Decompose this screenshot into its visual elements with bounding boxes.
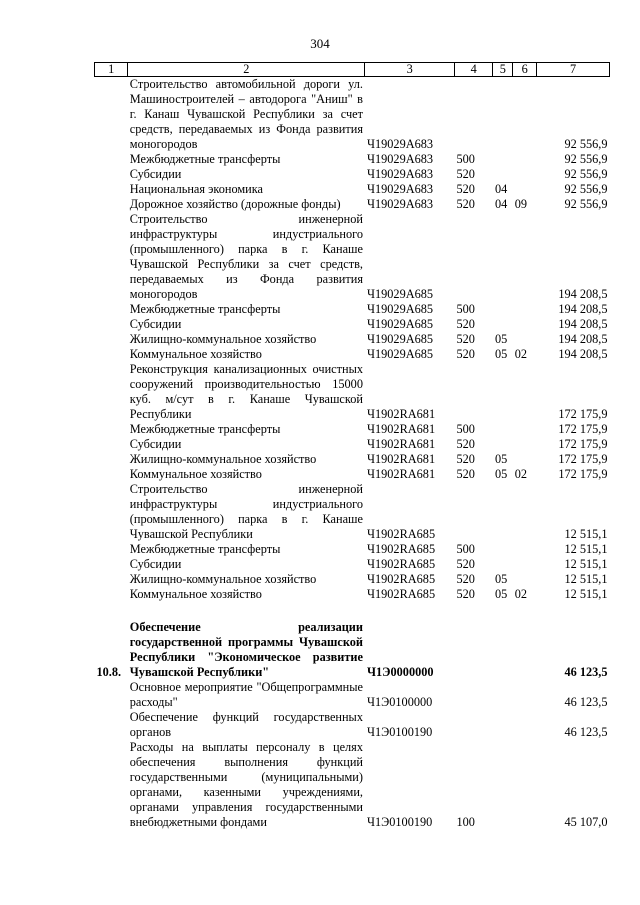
subsection-code xyxy=(513,302,537,317)
column-header: 2 xyxy=(128,63,365,77)
target-code: Ч1Э0000000 xyxy=(366,665,434,679)
section-code: 04 xyxy=(494,197,508,211)
table-row xyxy=(95,557,610,572)
spacer-row xyxy=(95,602,610,620)
table-row xyxy=(95,332,610,347)
subsection-code xyxy=(513,422,537,437)
amount: 92 556,9 xyxy=(564,182,608,196)
section-number xyxy=(95,467,128,482)
section-number xyxy=(95,437,128,452)
amount: 194 208,5 xyxy=(558,287,608,301)
expense-type: 100 xyxy=(456,815,475,829)
section-code xyxy=(493,680,513,710)
row-name: Межбюджетные трансферты xyxy=(129,152,281,166)
subsection-code xyxy=(513,452,537,467)
row-name: Расходы на выплаты персоналу в целях обеспечения выполнения функций государственными (муниципальными) органами, казенными учреждениями, органами управления государственными внебюджетными фондами xyxy=(129,740,363,829)
row-name: Жилищно-коммунальное хозяйство xyxy=(129,332,317,346)
section-number xyxy=(95,152,128,167)
section-code xyxy=(493,482,513,542)
row-name: Обеспечение реализации государственной программы Чувашской Республики "Экономическое развитие Чувашской Республики" xyxy=(129,620,363,679)
amount: 12 515,1 xyxy=(564,542,608,556)
amount: 46 123,5 xyxy=(564,725,608,739)
target-code: Ч19029А685 xyxy=(366,332,434,346)
amount: 172 175,9 xyxy=(558,422,608,436)
amount: 92 556,9 xyxy=(564,197,608,211)
row-name: Национальная экономика xyxy=(129,182,263,196)
section-number xyxy=(95,182,128,197)
amount: 172 175,9 xyxy=(558,467,608,481)
subsection-code: 02 xyxy=(514,467,527,481)
row-name: Строительство инженерной инфраструктуры индустриального (промышленного) парка в г. Канаше Чувашской Республики xyxy=(129,482,363,541)
subsection-code xyxy=(513,620,537,680)
section-code xyxy=(493,422,513,437)
section-number xyxy=(95,362,128,422)
target-code: Ч1902RA685 xyxy=(366,557,436,571)
target-code: Ч19029А685 xyxy=(366,287,434,301)
expense-type: 520 xyxy=(456,587,475,601)
target-code: Ч1902RA681 xyxy=(366,437,436,451)
expense-type xyxy=(454,362,492,422)
subsection-code: 02 xyxy=(514,347,527,361)
table-row xyxy=(95,680,610,710)
row-name: Реконструкция канализационных очистных сооружений производительностью 15000 куб. м/сут в г. Канаше Чувашской Республики xyxy=(129,362,363,421)
table-row xyxy=(95,710,610,740)
amount: 46 123,5 xyxy=(564,665,608,679)
amount: 194 208,5 xyxy=(558,347,608,361)
row-name: Основное мероприятие "Общепрограммные расходы" xyxy=(129,680,363,709)
amount: 194 208,5 xyxy=(558,317,608,331)
table-row xyxy=(95,182,610,197)
row-name: Дорожное хозяйство (дорожные фонды) xyxy=(129,197,341,211)
subsection-code xyxy=(513,557,537,572)
row-name: Межбюджетные трансферты xyxy=(129,302,281,316)
section-number xyxy=(95,740,128,830)
table-row xyxy=(95,347,610,362)
target-code: Ч19029А685 xyxy=(366,302,434,316)
table-row xyxy=(95,542,610,557)
subsection-code xyxy=(513,332,537,347)
expense-type: 520 xyxy=(456,197,475,211)
expense-type: 520 xyxy=(456,317,475,331)
section-number xyxy=(95,347,128,362)
section-number xyxy=(95,452,128,467)
section-code xyxy=(493,437,513,452)
table-row xyxy=(95,437,610,452)
row-name: Субсидии xyxy=(129,317,182,331)
expense-type: 520 xyxy=(456,437,475,451)
section-code xyxy=(493,557,513,572)
target-code: Ч19029А685 xyxy=(366,317,434,331)
expense-type: 520 xyxy=(456,332,475,346)
section-code xyxy=(493,740,513,830)
target-code: Ч19029А683 xyxy=(366,182,434,196)
section-number xyxy=(95,422,128,437)
target-code: Ч1Э0100190 xyxy=(366,815,433,829)
subsection-code xyxy=(513,437,537,452)
target-code: Ч19029А683 xyxy=(366,137,434,151)
section-number xyxy=(95,542,128,557)
section-number xyxy=(95,572,128,587)
section-number: 10.8. xyxy=(96,665,122,679)
table-row xyxy=(95,212,610,302)
subsection-code xyxy=(513,77,537,153)
expense-type: 520 xyxy=(456,557,475,571)
expense-type: 520 xyxy=(456,347,475,361)
expense-type: 520 xyxy=(456,182,475,196)
row-name: Коммунальное хозяйство xyxy=(129,467,262,481)
row-name: Обеспечение функций государственных органов xyxy=(129,710,363,739)
expense-type: 520 xyxy=(456,467,475,481)
subsection-code xyxy=(513,710,537,740)
row-name: Субсидии xyxy=(129,437,182,451)
row-name: Жилищно-коммунальное хозяйство xyxy=(129,572,317,586)
table-row xyxy=(95,572,610,587)
table-row xyxy=(95,482,610,542)
amount: 12 515,1 xyxy=(564,557,608,571)
table-row xyxy=(95,77,610,153)
expense-type xyxy=(454,710,492,740)
column-header: 5 xyxy=(493,63,513,77)
section-code xyxy=(493,167,513,182)
subsection-code xyxy=(513,182,537,197)
subsection-code xyxy=(513,152,537,167)
section-code xyxy=(493,542,513,557)
amount: 172 175,9 xyxy=(558,452,608,466)
expense-type xyxy=(454,482,492,542)
subsection-code xyxy=(513,680,537,710)
section-code xyxy=(493,152,513,167)
section-code: 05 xyxy=(494,332,508,346)
section-number xyxy=(95,587,128,602)
program-row xyxy=(95,620,610,680)
page-number: 304 xyxy=(310,36,330,51)
section-code xyxy=(493,710,513,740)
expense-type xyxy=(454,680,492,710)
target-code: Ч1902RA685 xyxy=(366,527,436,541)
table-row xyxy=(95,422,610,437)
target-code: Ч1902RA681 xyxy=(366,452,436,466)
expense-type xyxy=(454,77,492,153)
row-name: Субсидии xyxy=(129,167,182,181)
section-code: 05 xyxy=(494,572,508,586)
expense-type xyxy=(454,620,492,680)
section-code: 05 xyxy=(494,347,508,361)
target-code: Ч1902RA685 xyxy=(366,572,436,586)
table-row xyxy=(95,740,610,830)
row-name: Коммунальное хозяйство xyxy=(129,347,262,361)
target-code: Ч19029А685 xyxy=(366,347,434,361)
table-row xyxy=(95,167,610,182)
subsection-code xyxy=(513,740,537,830)
amount: 92 556,9 xyxy=(564,137,608,151)
amount: 92 556,9 xyxy=(564,152,608,166)
column-header: 6 xyxy=(513,63,537,77)
amount: 12 515,1 xyxy=(564,527,608,541)
subsection-code xyxy=(513,212,537,302)
target-code: Ч1902RA681 xyxy=(366,407,436,421)
amount: 172 175,9 xyxy=(558,437,608,451)
section-code xyxy=(493,302,513,317)
target-code: Ч1902RA681 xyxy=(366,467,436,481)
target-code: Ч19029А683 xyxy=(366,167,434,181)
target-code: Ч1902RA685 xyxy=(366,542,436,556)
table-row xyxy=(95,452,610,467)
section-number xyxy=(95,482,128,542)
row-name: Строительство инженерной инфраструктуры индустриального (промышленного) парка в г. Канаше Чувашской Республики за счет средств, передаваемых из Фонда развития моногородов xyxy=(129,212,363,301)
expense-type: 500 xyxy=(456,422,475,436)
section-code xyxy=(493,212,513,302)
section-number xyxy=(95,332,128,347)
target-code: Ч19029А683 xyxy=(366,152,434,166)
section-code: 05 xyxy=(494,452,508,466)
subsection-code: 02 xyxy=(514,587,527,601)
section-code: 05 xyxy=(494,587,508,601)
table-row xyxy=(95,362,610,422)
column-header: 4 xyxy=(454,63,492,77)
table-row xyxy=(95,467,610,482)
expense-type: 520 xyxy=(456,572,475,586)
row-name: Жилищно-коммунальное хозяйство xyxy=(129,452,317,466)
subsection-code: 09 xyxy=(514,197,527,211)
subsection-code xyxy=(513,362,537,422)
section-number xyxy=(95,710,128,740)
row-name: Межбюджетные трансферты xyxy=(129,542,281,556)
section-number xyxy=(95,197,128,212)
subsection-code xyxy=(513,482,537,542)
amount: 194 208,5 xyxy=(558,302,608,316)
spacer-cell xyxy=(95,602,610,620)
amount: 45 107,0 xyxy=(564,815,608,829)
target-code: Ч1902RA681 xyxy=(366,422,436,436)
amount: 12 515,1 xyxy=(564,572,608,586)
amount: 46 123,5 xyxy=(564,695,608,709)
section-number xyxy=(95,77,128,153)
expense-type: 520 xyxy=(456,452,475,466)
budget-table xyxy=(94,62,610,830)
expense-type: 520 xyxy=(456,167,475,181)
section-code: 05 xyxy=(494,467,508,481)
row-name: Межбюджетные трансферты xyxy=(129,422,281,436)
column-header: 7 xyxy=(537,63,610,77)
subsection-code xyxy=(513,542,537,557)
table-row xyxy=(95,197,610,212)
target-code: Ч1Э0100000 xyxy=(366,695,433,709)
column-header: 1 xyxy=(95,63,128,77)
expense-type xyxy=(454,212,492,302)
row-name: Коммунальное хозяйство xyxy=(129,587,262,601)
column-header: 3 xyxy=(365,63,454,77)
section-number xyxy=(95,557,128,572)
expense-type: 500 xyxy=(456,542,475,556)
subsection-code xyxy=(513,167,537,182)
section-number xyxy=(95,212,128,302)
section-code: 04 xyxy=(494,182,508,196)
row-name: Строительство автомобильной дороги ул. Машиностроителей – автодорога "Аниш" в г. Канаш Чувашской Республики за счет средств, передаваемых из Фонда развития моногородов xyxy=(129,77,363,151)
subsection-code xyxy=(513,572,537,587)
row-name: Субсидии xyxy=(129,557,182,571)
section-code xyxy=(493,317,513,332)
expense-type: 500 xyxy=(456,302,475,316)
target-code: Ч19029А683 xyxy=(366,197,434,211)
expense-type: 500 xyxy=(456,152,475,166)
target-code: Ч1902RA685 xyxy=(366,587,436,601)
table-row xyxy=(95,587,610,602)
table-row xyxy=(95,317,610,332)
section-code xyxy=(493,362,513,422)
target-code: Ч1Э0100190 xyxy=(366,725,433,739)
amount: 172 175,9 xyxy=(558,407,608,421)
section-number xyxy=(95,317,128,332)
section-number xyxy=(95,680,128,710)
section-code xyxy=(493,77,513,153)
section-number xyxy=(95,167,128,182)
amount: 12 515,1 xyxy=(564,587,608,601)
subsection-code xyxy=(513,317,537,332)
section-code xyxy=(493,620,513,680)
amount: 92 556,9 xyxy=(564,167,608,181)
section-number xyxy=(95,302,128,317)
table-row xyxy=(95,302,610,317)
table-row xyxy=(95,152,610,167)
column-header-row xyxy=(95,63,610,77)
amount: 194 208,5 xyxy=(558,332,608,346)
